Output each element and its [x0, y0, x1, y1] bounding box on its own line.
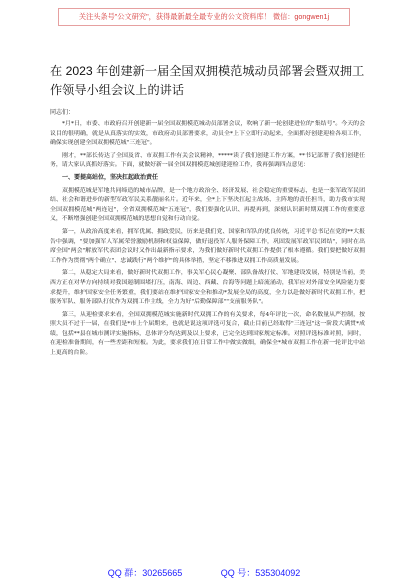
document-title: 在 2023 年创建新一届全国双拥模范城动员部署会暨双拥工作领导小组会议上的讲话: [50, 64, 365, 97]
paragraph: 双拥模范城是军地共同缔造的城市品牌，是一个地方政治全、经济发展、社会稳定的重要标志，也是一张军政军民团结、社会和谐进步的新型军政军民关系靓丽名片。近年来，全*上下坚决扛起主战场、主阵地的责任担当，助力我市实现全国双拥模范城"两连冠"，全省双拥模范城"五连冠"，我们要强化认识、再提再到，深刻认识新时期双拥工作的重要意义，不断增强创建全国双拥模范城的思想自觉和行动自觉。: [50, 187, 365, 223]
document-body: [50, 120, 365, 362]
paragraph: 第二，从稳定大局来看，做好新时代双拥工作，事关军心民心凝聚、部队备战打仗、军地建设发展，特别是当前，美西方正在对华方向持续对我国遏制围堵打压，南海、周边、西藏、台海等问题上暗流涌动，我军应对外部安全风险能力要求提升，维护国家安全任务繁重，我们要站在维护国家安全和推动*发展全局的高度，全力以赴做好新时代双拥工作，把服务军队、服务部队打仗作为双拥工作主线，全力为好"后勤保障部""支前服务队"。: [50, 270, 365, 306]
section-heading: 一、要提高站位，坚决扛起政治责任: [62, 174, 159, 181]
footer-qq-number: QQ 号：535304092: [220, 568, 301, 578]
promo-banner: 关注头条号"公文研究"，获得最新最全最专业的公文资料库！ 微信：gongwen1j: [58, 8, 350, 26]
paragraph: 第三，从迎检要求来看，全国双拥模范城实施新时代双拥工作的有关要求，每4年评比一次，命名数量从严控制，按照大员不过于一届，在我们是*市上个届期来，也就是说这项评选可复合，截止目前已经取得"三连冠"这一阶段大满贯*成绩，包括**县在城市测评实施指标，总体评分均达到及以上要求，已完全达到国家规定标准。对照评选标准对照，同时，在迎检准备期间，有一些差距和短板。为此，要求我们在日常工作中做实做细，确保全*城市双拥工作在新一轮评比中站上更高的台阶。: [50, 311, 365, 357]
paragraph: 第一，从政治高度来看，拥军优属、拥政爱民，历来是我们党、国家和军队的优良传统，习近平总书记在党的**大报告中强调，"要加强军人军属荣誉激励机制和权益保障，做好退役军人服务保障工作，巩固发展军政军民团结"，同时在出席全国"两会"解放军代表团会议时又作出最新指示要求，为我们做好新时代双拥工作提供了根本遵循。我们要把做好双拥工作作为贯彻"两个确立"、忠诚践行"两个维护"的具体举措，坚定不移推进双拥工作高质量发展。: [50, 228, 365, 264]
footer-contact: [0, 566, 408, 579]
footer-qq-group: QQ 群：30265665: [107, 568, 183, 578]
salutation: 同志们：: [50, 109, 75, 116]
paragraph: *月*日，市委、市政府召开创建新一届全国双拥模范城动员部署会议，吹响了新一轮创建进位的"集结号"。今天的会议目的很明确，就是从真落实的实效，市政府动员部署要求，动员全*上下立即行动起来，全面抓好创建迎检各项工作，确保实现创建全国双拥模范城"三连冠"。: [50, 121, 365, 147]
paragraph: 刚才，**部长传达了全国及省、市双拥工作有关会议精神，*****读了我们创建工作方案，**书记部署了我们创建任务，请大家认真抓好落实。下面，就做好新一届全国双拥模范城创建迎检工作，我再强调四点意见：: [50, 152, 365, 169]
